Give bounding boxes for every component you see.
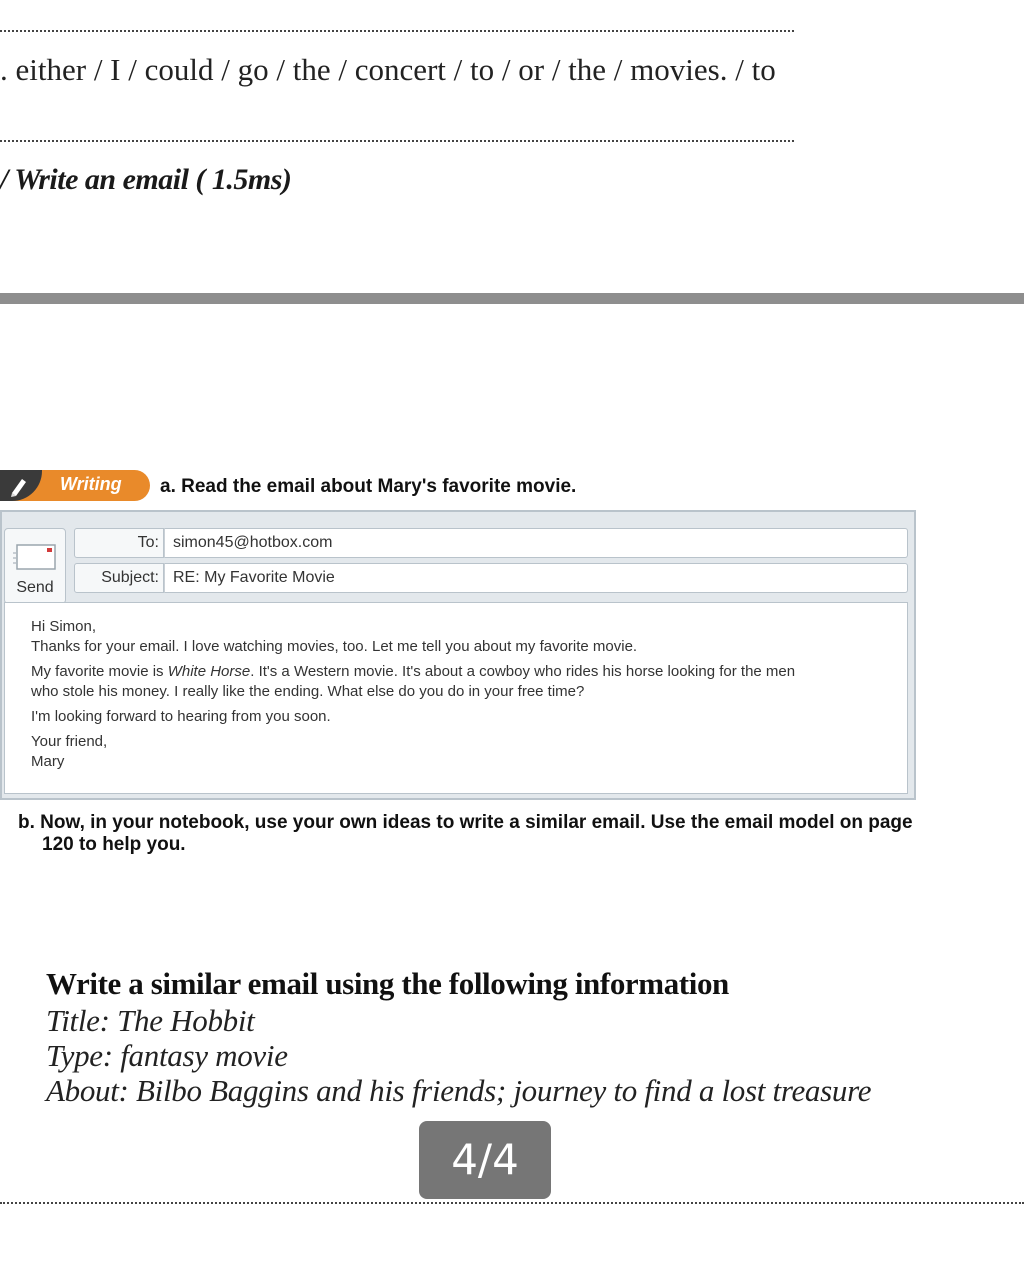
instruction-a: a. Read the email about Mary's favorite movie. xyxy=(160,476,577,497)
email-line-2-post: . It's a Western movie. It's about a cowboy who rides his horse looking for the men xyxy=(250,663,796,680)
subject-field[interactable]: RE: My Favorite Movie xyxy=(164,563,908,593)
email-line-1: Thanks for your email. I love watching movies, too. Let me tell you about my favorite movie. xyxy=(31,638,638,655)
send-button[interactable] xyxy=(4,528,66,604)
email-greeting: Hi Simon, xyxy=(31,618,97,635)
answer-line-bottom xyxy=(0,1202,1024,1204)
to-field[interactable]: simon45@hotbox.com xyxy=(164,528,908,558)
instruction-b xyxy=(18,812,938,856)
email-body[interactable] xyxy=(4,602,908,794)
scrambled-sentence: . either / I / could / go / the / concert / to / or / the / movies. / to xyxy=(0,52,776,87)
email-line-2-pre: My favorite movie is xyxy=(31,663,168,680)
movie-title: White Horse xyxy=(167,663,251,680)
writing-tag xyxy=(0,470,152,501)
task-movie-title: Title: The Hobbit xyxy=(46,1003,255,1038)
pencil-icon xyxy=(8,475,32,497)
task-movie-about: About: Bilbo Baggins and his friends; journey to find a lost treasure xyxy=(46,1073,872,1108)
email-window xyxy=(0,510,916,800)
answer-line-middle xyxy=(0,140,794,142)
email-line-3: who stole his money. I really like the ending. What else do you do in your free time? xyxy=(31,683,585,700)
page-indicator: 4/4 xyxy=(419,1121,551,1199)
writing-tag-label: Writing xyxy=(60,474,122,494)
task-movie-type: Type: fantasy movie xyxy=(46,1038,288,1073)
section-heading: / Write an email ( 1.5ms) xyxy=(0,163,292,196)
answer-line-top xyxy=(0,30,794,32)
email-signature: Mary xyxy=(31,753,65,770)
task-title: Write a similar email using the following information xyxy=(46,966,729,1001)
instruction-b-line-2: 120 to help you. xyxy=(42,834,186,855)
email-line-4: I'm looking forward to hearing from you soon. xyxy=(31,708,331,725)
email-line-2 xyxy=(31,662,881,682)
subject-label: Subject: xyxy=(74,563,164,593)
divider-bar xyxy=(0,293,1024,304)
email-closing: Your friend, xyxy=(31,733,108,750)
envelope-icon xyxy=(13,539,59,573)
send-label: Send xyxy=(16,579,54,596)
to-label: To: xyxy=(74,528,164,558)
instruction-b-line-1: b. Now, in your notebook, use your own ideas to write a similar email. Use the email model on page xyxy=(18,812,913,833)
